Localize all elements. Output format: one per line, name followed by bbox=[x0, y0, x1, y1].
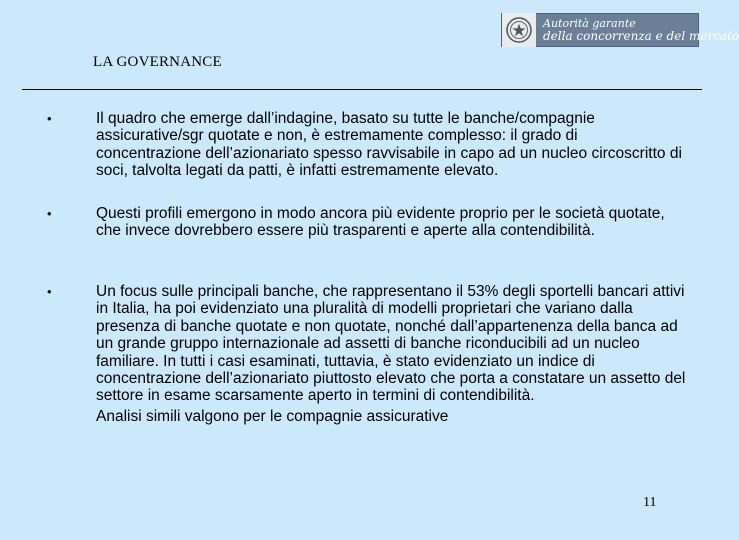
bullet-marker: • bbox=[47, 111, 52, 126]
page-number: 11 bbox=[643, 495, 657, 510]
logo-text bbox=[543, 17, 739, 43]
bullet-text-1 bbox=[96, 110, 686, 180]
bullet-paragraph: Il quadro che emerge dall’indagine, basato su tutte le banche/compagnie assicurative/sgr quotate e non, è estremamente complesso: il grado di concentrazione dell’azionariato spesso ravvisabile in capo ad un nucleo circoscritto di soci, talvolta legati da patti, è infatti estremamente elevato. bbox=[96, 110, 682, 180]
title-divider bbox=[22, 89, 702, 90]
italian-republic-emblem-icon bbox=[502, 13, 536, 47]
logo-line-2: della concorrenza e del mercato bbox=[543, 29, 739, 43]
bullet-text-3 bbox=[96, 283, 686, 425]
slide-title: LA GOVERNANCE bbox=[93, 54, 222, 70]
bullet-marker: • bbox=[47, 206, 52, 221]
bullet-paragraph: Un focus sulle principali banche, che rappresentano il 53% degli sportelli bancari attivi in Italia, ha poi evidenziato una pluralità di modelli proprietari che variano dalla presenza di banche quotate e non quotate, nonché dall’appartenenza della banca ad un grande gruppo internazionale ad assetti di banche riconducibili ad un nucleo familiare. In tutti i casi esaminati, tuttavia, è stato evidenziato un indice di concentrazione dell’azionariato piuttosto elevato che porta a constatare un assetto del settore in esame scarsamente aperto in termini di contendibilità. bbox=[96, 283, 686, 405]
authority-logo bbox=[501, 13, 739, 47]
bullet-marker: • bbox=[47, 284, 52, 299]
bullet-paragraph-extra: Analisi simili valgono per le compagnie assicurative bbox=[96, 407, 449, 425]
bullet-text-2 bbox=[96, 205, 686, 240]
bullet-paragraph: Questi profili emergono in modo ancora più evidente proprio per le società quotate, che invece dovrebbero essere più trasparenti e aperte alla contendibilità. bbox=[96, 205, 665, 240]
logo-line-1: Autorità garante bbox=[543, 17, 636, 30]
